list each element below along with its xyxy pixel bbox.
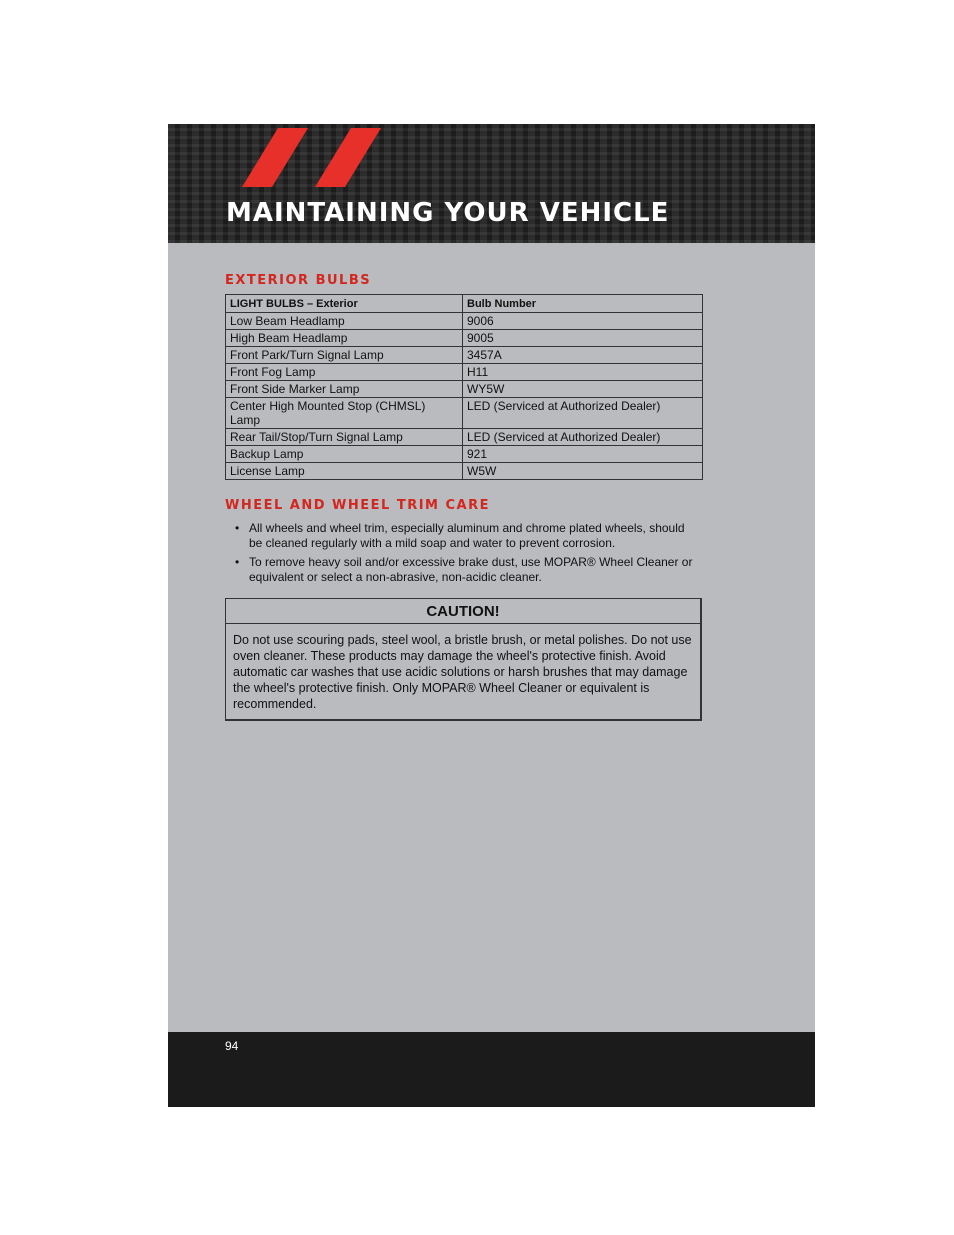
list-item-text: All wheels and wheel trim, especially aluminum and chrome plated wheels, should be cleaned regularly with a mild soap and water to prevent corrosion. bbox=[249, 521, 685, 550]
bulb-name: Low Beam Headlamp bbox=[226, 313, 463, 330]
bulb-name: Front Park/Turn Signal Lamp bbox=[226, 347, 463, 364]
manual-page bbox=[168, 124, 815, 1107]
caution-box bbox=[225, 598, 702, 721]
table-row bbox=[226, 330, 703, 347]
page-number: 94 bbox=[225, 1039, 239, 1053]
table-row bbox=[226, 313, 703, 330]
bulb-name: Front Fog Lamp bbox=[226, 364, 463, 381]
caution-text: Do not use scouring pads, steel wool, a bristle brush, or metal polishes. Do not use oven cleaner. These products may damage the wheel's protective finish. Avoid automatic car washes that use acidic solutions or harsh brushes that may damage the wheel's protective finish. Only MOPAR® Wheel Cleaner or equivalent is recommended. bbox=[233, 633, 692, 711]
bulb-number: LED (Serviced at Authorized Dealer) bbox=[463, 429, 703, 446]
bulb-name: Backup Lamp bbox=[226, 446, 463, 463]
table-header-row bbox=[226, 295, 703, 313]
bulb-name: High Beam Headlamp bbox=[226, 330, 463, 347]
chapter-header bbox=[168, 124, 815, 243]
bulb-number: W5W bbox=[463, 463, 703, 480]
page-footer bbox=[168, 1032, 815, 1107]
column-header-number: Bulb Number bbox=[463, 295, 703, 313]
bulb-name: Front Side Marker Lamp bbox=[226, 381, 463, 398]
brand-stripe-left bbox=[242, 128, 308, 187]
table-row bbox=[226, 463, 703, 480]
bullet-icon: • bbox=[235, 521, 240, 535]
column-header-bulb: LIGHT BULBS – Exterior bbox=[226, 295, 463, 313]
table-row bbox=[226, 398, 703, 429]
bulb-name: License Lamp bbox=[226, 463, 463, 480]
wheel-care-heading: WHEEL AND WHEEL TRIM CARE bbox=[225, 498, 491, 513]
page-title: MAINTAINING YOUR VEHICLE bbox=[226, 198, 670, 228]
table-row bbox=[226, 364, 703, 381]
table-row bbox=[226, 429, 703, 446]
exterior-bulbs-heading: EXTERIOR BULBS bbox=[225, 273, 372, 288]
list-item-text: To remove heavy soil and/or excessive brake dust, use MOPAR® Wheel Cleaner or equivalent or select a non-abrasive, non-acidic cleaner. bbox=[249, 555, 693, 584]
bulb-number: LED (Serviced at Authorized Dealer) bbox=[463, 398, 703, 429]
bulb-number: 9005 bbox=[463, 330, 703, 347]
wheel-care-list bbox=[235, 521, 701, 589]
bulb-number: H11 bbox=[463, 364, 703, 381]
bulb-name: Center High Mounted Stop (CHMSL) Lamp bbox=[226, 398, 463, 429]
bulb-number: 9006 bbox=[463, 313, 703, 330]
bulb-number: WY5W bbox=[463, 381, 703, 398]
brand-stripe-right bbox=[315, 128, 381, 187]
exterior-bulbs-table bbox=[225, 294, 703, 480]
table-row bbox=[226, 381, 703, 398]
bulb-number: 921 bbox=[463, 446, 703, 463]
table-row bbox=[226, 347, 703, 364]
bulb-number: 3457A bbox=[463, 347, 703, 364]
table-row bbox=[226, 446, 703, 463]
list-item bbox=[235, 521, 701, 551]
list-item bbox=[235, 555, 701, 585]
bullet-icon: • bbox=[235, 555, 240, 569]
bulb-name: Rear Tail/Stop/Turn Signal Lamp bbox=[226, 429, 463, 446]
caution-title: CAUTION! bbox=[226, 599, 700, 624]
brand-stripes-icon bbox=[168, 124, 398, 194]
